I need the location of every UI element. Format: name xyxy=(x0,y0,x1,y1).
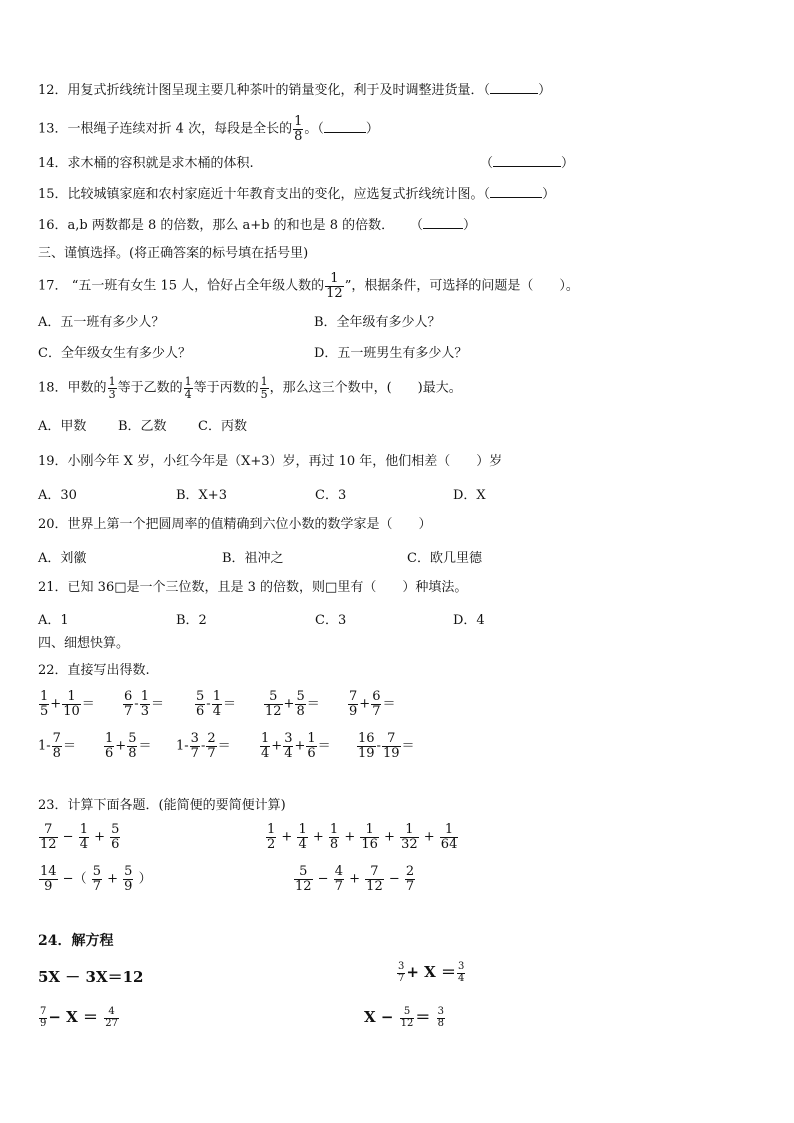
option-b[interactable]: B．全年级有多少人？ xyxy=(314,315,441,330)
option-c[interactable]: C．丙数 xyxy=(198,419,247,434)
answer-paren-14: （ ） xyxy=(480,156,575,171)
question-18: 18．甲数的 $\frac{1}{3}$ 等于乙数的 $\frac{1}{4}$ 等于丙数的 $\frac{1}{5}$ ，那么这三个数中，( )最大。 xyxy=(38,375,462,401)
question-text: 计算下面各题．(能简便的要简便计算) xyxy=(67,798,286,813)
answer-blank[interactable] xyxy=(324,120,366,133)
expr-23-2: $\frac{1}{2}$ + $\frac{1}{4}$ + $\frac{1}{8}$ + $\frac{1}{16}$ + $\frac{1}{32}$ + $\frac{1}{64}$ xyxy=(267,822,458,852)
question-text: 用复式折线统计图呈现主要几种茶叶的销量变化，利于及时调整进货量．（ xyxy=(67,83,491,98)
option-b[interactable]: B．乙数 xyxy=(118,419,167,434)
expr-22-3: $\frac{5}{6}$ - $\frac{1}{4}$ ＝ xyxy=(196,689,236,719)
expr-22-5: $\frac{7}{9}$ + $\frac{6}{7}$ ＝ xyxy=(349,689,396,719)
answer-paren-16: （ ） xyxy=(410,218,477,233)
fraction: $\frac{1}{3}$ xyxy=(108,375,116,401)
answer-blank[interactable] xyxy=(490,185,542,198)
option-b[interactable]: B．2 xyxy=(176,613,207,628)
option-c[interactable]: C．3 xyxy=(315,613,347,628)
question-number: 17． xyxy=(38,278,68,294)
expr-22-9: $\frac{1}{4}$ + $\frac{3}{4}$ + $\frac{1}{6}$ ＝ xyxy=(261,731,331,761)
option-b[interactable]: B．X+3 xyxy=(176,488,227,503)
question-text: a,b 两数都是 8 的倍数，那么 a+b 的和也是 8 的倍数． xyxy=(67,218,395,233)
question-text: 已知 36□是一个三位数，且是 3 的倍数，则□里有（ ）种填法。 xyxy=(67,580,468,595)
expr-23-3: $\frac{14}{9}$ −（ $\frac{5}{7}$ + $\frac{5}{9}$ ） xyxy=(40,864,152,894)
answer-blank[interactable] xyxy=(490,81,538,94)
option-c[interactable]: C．欧几里德 xyxy=(407,551,482,566)
option-a[interactable]: A．五一班有多少人？ xyxy=(38,315,165,330)
question-16 xyxy=(38,216,394,236)
question-number: 22． xyxy=(38,663,68,678)
option-d[interactable]: D．4 xyxy=(453,613,485,628)
question-15: 15．比较城镇家庭和农村家庭近十年教育支出的变化，应选复式折线统计图。（ ） xyxy=(38,187,556,202)
option-b[interactable]: B．祖冲之 xyxy=(222,551,284,566)
question-number: 24． xyxy=(38,933,72,949)
question-text: 比较城镇家庭和农村家庭近十年教育支出的变化，应选复式折线统计图。（ xyxy=(67,187,491,202)
question-text: 解方程 xyxy=(71,933,114,949)
question-24 xyxy=(38,931,113,951)
question-number: 21． xyxy=(38,580,68,595)
equation-1: 5X － 3X＝12 xyxy=(38,968,144,986)
question-22 xyxy=(38,661,150,681)
question-text: 直接写出得数. xyxy=(67,663,150,678)
question-number: 23． xyxy=(38,798,68,813)
fraction: $\frac{1}{12}$ xyxy=(326,271,343,301)
expr-22-6: 1- $\frac{7}{8}$ ＝ xyxy=(38,731,76,761)
section-heading-3: 三、谨慎选择。(将正确答案的标号填在括号里) xyxy=(38,246,309,261)
fraction: $\frac{1}{8}$ xyxy=(294,114,303,144)
option-a[interactable]: A．1 xyxy=(38,613,69,628)
question-text: 一根绳子连续对折 4 次，每段是全长的 xyxy=(67,121,293,137)
question-23 xyxy=(38,796,286,816)
expr-22-10: $\frac{16}{19}$ - $\frac{7}{19}$ ＝ xyxy=(358,731,415,761)
option-a[interactable]: A．30 xyxy=(38,488,77,503)
question-number: 16． xyxy=(38,218,68,233)
answer-blank[interactable] xyxy=(423,216,463,229)
question-text: “五一班有女生 15 人，恰好占全年级人数的 xyxy=(71,278,325,294)
option-c[interactable]: C．3 xyxy=(315,488,347,503)
question-17: 17． “五一班有女生 15 人，恰好占全年级人数的 $\frac{1}{12}$ ”，根据条件，可选择的问题是（ ）。 xyxy=(38,271,579,301)
question-number: 20． xyxy=(38,517,68,532)
question-number: 13． xyxy=(38,121,68,137)
option-a[interactable]: A．甲数 xyxy=(38,419,87,434)
equation-4: X − $\frac{5}{12}$ ＝ $\frac{3}{8}$ xyxy=(364,1006,444,1029)
question-20 xyxy=(38,515,432,535)
expr-22-8: 1- $\frac{3}{7}$ - $\frac{2}{7}$ ＝ xyxy=(176,731,231,761)
question-13: 13．一根绳子连续对折 4 次，每段是全长的 $\frac{1}{8}$ 。（ ） xyxy=(38,114,379,144)
expr-22-4: $\frac{5}{12}$ + $\frac{5}{8}$ ＝ xyxy=(265,689,320,719)
question-number: 19． xyxy=(38,454,68,469)
option-c[interactable]: C．全年级女生有多少人？ xyxy=(38,346,191,361)
fraction: $\frac{1}{4}$ xyxy=(184,375,192,401)
question-number: 12． xyxy=(38,83,68,98)
fraction: $\frac{1}{5}$ xyxy=(260,375,268,401)
equation-3: $\frac{7}{9}$ − X ＝ $\frac{4}{27}$ xyxy=(40,1006,118,1029)
expr-22-7: $\frac{1}{6}$ + $\frac{5}{8}$ ＝ xyxy=(105,731,152,761)
option-d[interactable]: D．X xyxy=(453,488,486,503)
question-12: 12．用复式折线统计图呈现主要几种茶叶的销量变化，利于及时调整进货量．（ ） xyxy=(38,83,552,98)
expr-22-2: $\frac{6}{7}$ - $\frac{1}{3}$ ＝ xyxy=(124,689,164,719)
question-text: 世界上第一个把圆周率的值精确到六位小数的数学家是（ ） xyxy=(67,517,432,532)
option-d[interactable]: D．五一班男生有多少人？ xyxy=(314,346,468,361)
question-number: 18． xyxy=(38,380,68,396)
expr-23-4: $\frac{5}{12}$ − $\frac{4}{7}$ + $\frac{7}{12}$ − $\frac{2}{7}$ xyxy=(295,864,415,894)
question-text: 小刚今年 X 岁，小红今年是（X+3）岁，再过 10 年，他们相差（ ）岁 xyxy=(67,454,503,469)
question-19 xyxy=(38,452,502,472)
question-text: 求木桶的容积就是求木桶的体积. xyxy=(67,156,254,171)
section-heading-4: 四、细想快算。 xyxy=(38,636,130,651)
question-number: 14． xyxy=(38,156,68,171)
expr-23-1: $\frac{7}{12}$ − $\frac{1}{4}$ + $\frac{5}{6}$ xyxy=(40,822,120,852)
answer-blank[interactable] xyxy=(493,154,561,167)
question-14 xyxy=(38,154,254,174)
question-number: 15． xyxy=(38,187,68,202)
equation-2: $\frac{3}{7}$ + X ＝ $\frac{3}{4}$ xyxy=(398,961,465,984)
question-21 xyxy=(38,578,467,598)
option-a[interactable]: A．刘徽 xyxy=(38,551,87,566)
expr-22-1: $\frac{1}{5}$ + $\frac{1}{10}$ ＝ xyxy=(40,689,95,719)
